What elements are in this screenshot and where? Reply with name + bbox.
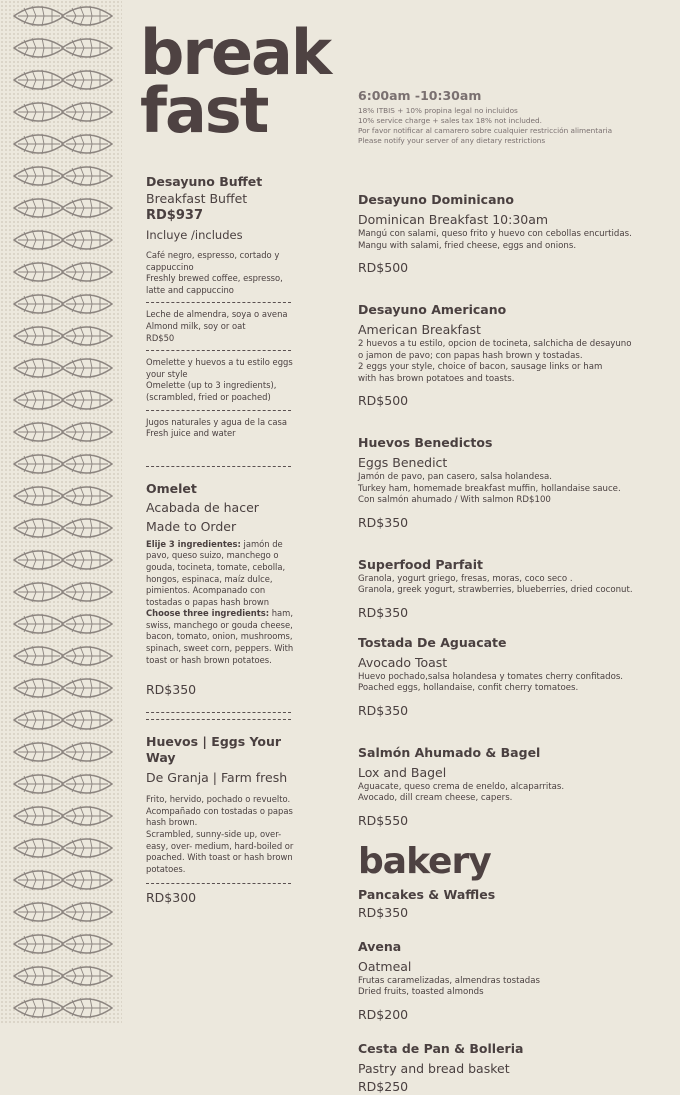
item-subtitle: Eggs Benedict — [358, 455, 448, 470]
item-name: Desayuno Dominicano — [358, 192, 515, 207]
item-price: RD$350 — [358, 604, 409, 620]
section-divider — [146, 712, 291, 713]
item-subtitle: De Granja | Farm fresh — [146, 770, 288, 786]
menu-item — [358, 435, 658, 531]
right-column — [358, 192, 658, 1095]
item-name: Huevos Benedictos — [358, 435, 493, 450]
desc-line: Poached eggs, hollandaise, confit cherry tomatoes. — [358, 683, 579, 693]
desc-line: Frutas caramelizadas, almendras tostadas — [358, 975, 540, 986]
desc-line: Huevo pochado,salsa holandesa y tomates cherry confitados. — [358, 671, 624, 682]
desc-line: Frito, hervido, pochado o revuelto. Acompañado con tostadas o papas hash brown. — [146, 794, 293, 828]
item-price: RD$550 — [358, 812, 409, 828]
divider — [146, 883, 291, 884]
huevos-section — [146, 734, 298, 906]
menu-item — [358, 557, 658, 621]
desc-line: Mangu with salami, fried cheese, eggs and onions. — [358, 240, 577, 251]
item-description — [358, 782, 658, 805]
section-divider — [146, 719, 291, 720]
item-description — [358, 229, 658, 252]
includes-label: Incluye /includes — [146, 228, 243, 242]
included-block — [146, 417, 298, 440]
note-line: Please notify your server of any dietary restrictions — [358, 136, 546, 145]
item-name: Desayuno Americano — [358, 302, 507, 317]
item-subtitle: Pastry and bread basket — [358, 1060, 510, 1076]
included-text: Fresh juice and water — [146, 428, 236, 439]
desc-line: 2 huevos a tu estilo, opcion de tocineta, salchicha de desayuno — [358, 339, 632, 349]
item-name: Cesta de Pan & Bolleria — [358, 1040, 524, 1056]
menu-item — [358, 192, 658, 276]
desc-line: o jamon de pavo; con papas hash brown y tostadas. — [358, 350, 583, 361]
section-divider — [146, 466, 291, 467]
divider — [146, 350, 291, 351]
item-price: RD$350 — [358, 514, 409, 530]
item-price: RD$350 — [358, 702, 409, 718]
item-subtitle: Oatmeal — [358, 958, 412, 974]
item-subtitle: Made to Order — [146, 518, 237, 534]
desc-line: Aguacate, queso crema de eneldo, alcaparritas. — [358, 781, 565, 792]
desc-line: with has brown potatoes and toasts. — [358, 373, 515, 384]
desc-line: Con salmón ahumado / With salmon RD$100 — [358, 495, 551, 505]
included-text: Omelette y huevos a tu estilo eggs your style — [146, 357, 293, 379]
item-price: RD$350 — [358, 904, 409, 920]
item-price: RD$300 — [146, 890, 197, 906]
item-subtitle: Lox and Bagel — [358, 764, 447, 780]
buffet-section — [146, 174, 298, 440]
desc-line: Jamón de pavo, pan casero, salsa holandesa. — [358, 472, 552, 482]
menu-item — [358, 939, 658, 1023]
bakery-heading: bakery — [358, 840, 491, 882]
ingredients-label: Choose three ingredients: — [146, 608, 270, 619]
desc-line: Avocado, dill cream cheese, capers. — [358, 793, 513, 803]
item-description — [146, 794, 298, 875]
item-name: Tostada De Aguacate — [358, 634, 507, 650]
desc-line: Mangú con salami, queso frito y huevo con cebollas encurtidas. — [358, 229, 632, 239]
desc-line: Scrambled, sunny-side up, over-easy, over- medium, hard-boiled or poached. With toast or hash brown potatoes. — [146, 829, 294, 874]
menu-item — [358, 635, 658, 719]
included-price: RD$50 — [146, 332, 175, 343]
menu-item — [358, 302, 658, 409]
menu-item — [358, 1041, 658, 1095]
ingredients-text: ham, swiss, manchego or gouda cheese, bacon, tomato, onion, mushrooms, spinach, sweet corn, peppers. With toast or hash brown potatoes. — [146, 608, 294, 665]
item-name: Huevos | Eggs Your Way — [146, 734, 282, 766]
item-price: RD$500 — [358, 260, 409, 275]
included-text: Almond milk, soy or oat — [146, 320, 246, 331]
included-text: Jugos naturales y agua de la casa — [146, 416, 288, 427]
included-block — [146, 250, 298, 296]
item-price: RD$350 — [146, 682, 197, 698]
item-price: RD$250 — [358, 1078, 409, 1094]
item-subtitle: Dominican Breakfast 10:30am — [358, 212, 549, 227]
item-description — [358, 574, 658, 597]
left-column — [146, 174, 298, 906]
item-subtitle: Avocado Toast — [358, 654, 448, 670]
item-name: Superfood Parfait — [358, 556, 483, 572]
desc-line: Dried fruits, toasted almonds — [358, 987, 484, 997]
item-name: Pancakes & Waffles — [358, 886, 496, 902]
desc-line: Turkey ham, homemade breakfast muffin, hollandaise sauce. — [358, 483, 621, 494]
desc-line: Granola, yogurt griego, fresas, moras, coco seco . — [358, 573, 573, 584]
item-name: Desayuno Buffet — [146, 174, 263, 189]
included-block — [146, 309, 298, 344]
divider — [146, 302, 291, 303]
ingredients-label: Elije 3 ingredientes: — [146, 538, 241, 549]
item-description — [146, 539, 298, 667]
item-subtitle: Breakfast Buffet — [146, 191, 248, 206]
item-name: Salmón Ahumado & Bagel — [358, 744, 541, 760]
item-description — [358, 976, 658, 999]
title-line-1: break — [140, 16, 331, 89]
page-title — [140, 16, 331, 147]
desc-line: Granola, greek yogurt, strawberries, blueberries, dried coconut. — [358, 585, 633, 595]
item-price: RD$937 — [146, 208, 203, 223]
desc-line: 2 eggs your style, choice of bacon, sausage links or ham — [358, 362, 603, 372]
item-subtitle: Acabada de hacer — [146, 499, 259, 515]
omelet-section — [146, 481, 298, 699]
service-hours: 6:00am -10:30am — [358, 88, 482, 103]
item-name: Avena — [358, 938, 402, 954]
menu-item — [358, 887, 658, 921]
included-text: Leche de almendra, soya o avena — [146, 309, 288, 320]
item-price: RD$500 — [358, 393, 409, 408]
leaf-pattern-decoration — [0, 0, 122, 1024]
title-line-2: fast — [140, 74, 268, 147]
included-block — [146, 357, 298, 403]
note-line: 10% service charge + sales tax 18% not included. — [358, 116, 542, 125]
item-description — [358, 339, 658, 385]
divider — [146, 410, 291, 411]
menu-item — [358, 745, 658, 829]
note-line: 18% ITBIS + 10% propina legal no incluidos — [358, 106, 518, 115]
item-name: Omelet — [146, 480, 197, 496]
note-line: Por favor notificar al camarero sobre cualquier restricción alimentaria — [358, 126, 613, 135]
item-subtitle: American Breakfast — [358, 322, 481, 337]
ingredients-text: jamón de pavo, queso suizo, manchego o gouda, tocineta, tomate, cebolla, hongos, espinaca, maíz dulce, pimientos. Acompanado con tostadas o papas hash brown — [146, 538, 286, 607]
item-description — [358, 472, 658, 507]
service-notes — [358, 106, 612, 146]
item-price: RD$200 — [358, 1006, 409, 1022]
included-text: Freshly brewed coffee, espresso, latte and cappuccino — [146, 273, 283, 295]
included-text: Omelette (up to 3 ingredients), (scrambled, fried or poached) — [146, 380, 277, 402]
item-description — [358, 672, 658, 695]
included-text: Café negro, espresso, cortado y cappuccino — [146, 250, 280, 272]
